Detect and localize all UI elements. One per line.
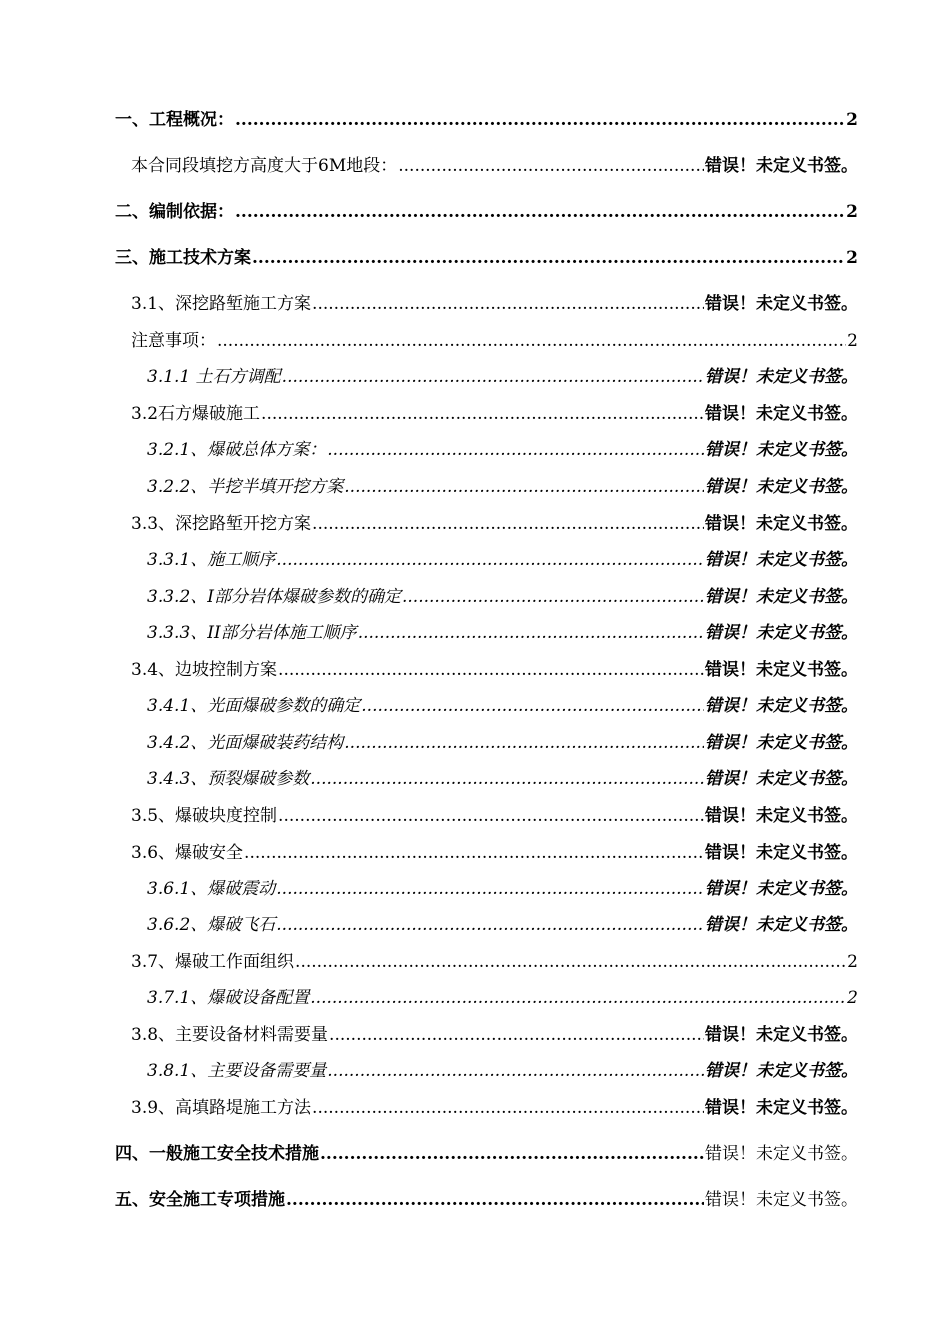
toc-entry-label: 3.3.3、II部分岩体施工顺序 [147,623,357,643]
toc-leader [278,805,704,827]
toc-leader [327,1060,704,1082]
toc-leader [398,155,704,177]
toc-entry-page: 错误！未定义书签。 [705,587,858,607]
toc-entry-label: 3.4.3、预裂爆破参数 [147,769,310,789]
toc-entry-page: 错误！未定义书签。 [705,769,858,789]
toc-entry-label: 3.4.1、光面爆破参数的确定 [147,696,361,716]
toc-entry-page: 2 [847,952,858,972]
toc-leader [276,914,704,936]
toc-leader [261,403,704,425]
toc-entry-page: 错误！未定义书签。 [705,156,858,176]
toc-entry-subsubsection[interactable] [147,878,858,900]
toc-leader [217,330,846,352]
toc-entry-subsubsection[interactable] [147,549,858,571]
toc-entry-section-4[interactable] [115,1143,858,1165]
toc-entry-page: 2 [847,988,858,1008]
toc-entry-page: 错误！未定义书签。 [705,1098,858,1118]
toc-entry-page: 错误！未定义书签。 [705,915,858,935]
toc-entry-subsubsection[interactable] [147,439,858,461]
toc-entry-subsection[interactable] [131,659,858,681]
toc-leader [329,1024,704,1046]
toc-entry-subsubsection[interactable] [147,476,858,498]
toc-leader [310,768,704,790]
toc-entry-page: 错误！未定义书签。 [705,1061,858,1081]
toc-leader [361,695,704,717]
toc-entry-subsubsection[interactable] [147,987,858,1009]
toc-entry-subsubsection[interactable] [147,695,858,717]
toc-entry-subsection[interactable] [131,330,858,352]
toc-leader [276,549,704,571]
toc-entry-page: 错误！未定义书签。 [705,440,858,460]
toc-leader [312,293,704,315]
toc-entry-label: 3.7.1、爆破设备配置 [147,988,310,1008]
toc-entry-subsection[interactable] [131,513,858,535]
toc-entry-label: 3.6.1、爆破震动 [147,879,276,899]
toc-leader [252,247,845,269]
toc-leader [244,842,704,864]
toc-entry-label: 3.6、爆破安全 [131,843,244,863]
toc-leader [235,201,845,223]
toc-entry-page: 错误！未定义书签。 [705,514,858,534]
toc-entry-subsection[interactable] [131,155,858,177]
toc-leader [276,878,704,900]
toc-entry-subsection[interactable] [131,293,858,315]
toc-entry-label: 3.8.1、主要设备需要量 [147,1061,327,1081]
toc-entry-section-1[interactable] [115,109,858,131]
toc-entry-subsubsection[interactable] [147,768,858,790]
toc-entry-subsubsection[interactable] [147,622,858,644]
toc-leader [344,476,704,498]
toc-entry-page: 错误！未定义书签。 [705,623,858,643]
toc-entry-label: 3.3.1、施工顺序 [147,550,276,570]
toc-leader [282,366,704,388]
toc-leader [312,513,704,535]
toc-entry-page: 错误！未定义书签。 [705,1190,858,1210]
toc-entry-label: 3.1、深挖路堑施工方案 [131,294,312,314]
toc-entry-label: 3.1.1 土石方调配 [147,367,281,387]
toc-entry-label: 3.4.2、光面爆破装药结构 [147,733,344,753]
toc-leader [320,1143,704,1165]
toc-entry-page: 错误！未定义书签。 [705,843,858,863]
toc-entry-page: 错误！未定义书签。 [705,367,858,387]
toc-entry-label: 三、施工技术方案 [115,248,251,268]
toc-entry-subsection[interactable] [131,403,858,425]
toc-entry-label: 3.2.1、爆破总体方案： [147,440,327,460]
toc-entry-page: 错误！未定义书签。 [705,550,858,570]
toc-leader [310,987,846,1009]
toc-entry-page: 错误！未定义书签。 [705,806,858,826]
toc-entry-subsection[interactable] [131,842,858,864]
toc-entry-page: 错误！未定义书签。 [705,1144,858,1164]
toc-entry-subsection[interactable] [131,805,858,827]
toc-entry-label: 四、一般施工安全技术措施 [115,1144,319,1164]
toc-entry-page: 错误！未定义书签。 [705,733,858,753]
toc-entry-label: 3.9、高填路堤施工方法 [131,1098,312,1118]
toc-entry-label: 本合同段填挖方高度大于6M地段： [131,156,398,176]
toc-entry-section-5[interactable] [115,1189,858,1211]
toc-leader [278,659,704,681]
toc-entry-page: 错误！未定义书签。 [705,477,858,497]
toc-entry-label: 3.6.2、爆破飞石 [147,915,276,935]
toc-leader [402,586,704,608]
toc-entry-label: 3.3.2、I部分岩体爆破参数的确定 [147,587,401,607]
toc-entry-label: 3.3、深挖路堑开挖方案 [131,514,312,534]
toc-entry-subsection[interactable] [131,1024,858,1046]
toc-entry-label: 3.2.2、半挖半填开挖方案 [147,477,344,497]
toc-entry-subsubsection[interactable] [147,366,858,388]
toc-entry-subsection[interactable] [131,1097,858,1119]
toc-leader [312,1097,704,1119]
toc-entry-page: 错误！未定义书签。 [705,660,858,680]
toc-leader [344,732,704,754]
toc-entry-page: 错误！未定义书签。 [705,1025,858,1045]
toc-entry-page: 2 [847,331,858,351]
toc-entry-page: 错误！未定义书签。 [705,879,858,899]
toc-entry-page: 错误！未定义书签。 [705,294,858,314]
toc-entry-subsubsection[interactable] [147,1060,858,1082]
toc-entry-label: 3.8、主要设备材料需要量 [131,1025,329,1045]
toc-entry-subsubsection[interactable] [147,914,858,936]
toc-entry-section-2[interactable] [115,201,858,223]
toc-entry-section-3[interactable] [115,247,858,269]
toc-entry-subsection[interactable] [131,951,858,973]
toc-entry-label: 3.5、爆破块度控制 [131,806,278,826]
toc-entry-label: 3.4、边坡控制方案 [131,660,278,680]
toc-leader [286,1189,704,1211]
toc-entry-page: 错误！未定义书签。 [705,696,858,716]
toc-entry-page: 错误！未定义书签。 [705,404,858,424]
toc-entry-subsubsection[interactable] [147,586,858,608]
toc-leader [295,951,846,973]
toc-leader [235,109,845,131]
toc-entry-page: 2 [846,202,858,222]
toc-entry-label: 注意事项： [131,331,216,351]
toc-entry-page: 2 [846,110,858,130]
toc-leader [327,439,704,461]
toc-entry-label: 3.2石方爆破施工 [131,404,261,424]
toc-entry-label: 3.7、爆破工作面组织 [131,952,295,972]
toc-leader [358,622,704,644]
toc-entry-label: 二、编制依据： [115,202,234,222]
toc-entry-page: 2 [846,248,858,268]
toc-entry-label: 一、工程概况： [115,110,234,130]
toc-entry-label: 五、安全施工专项措施 [115,1190,285,1210]
toc-entry-subsubsection[interactable] [147,732,858,754]
